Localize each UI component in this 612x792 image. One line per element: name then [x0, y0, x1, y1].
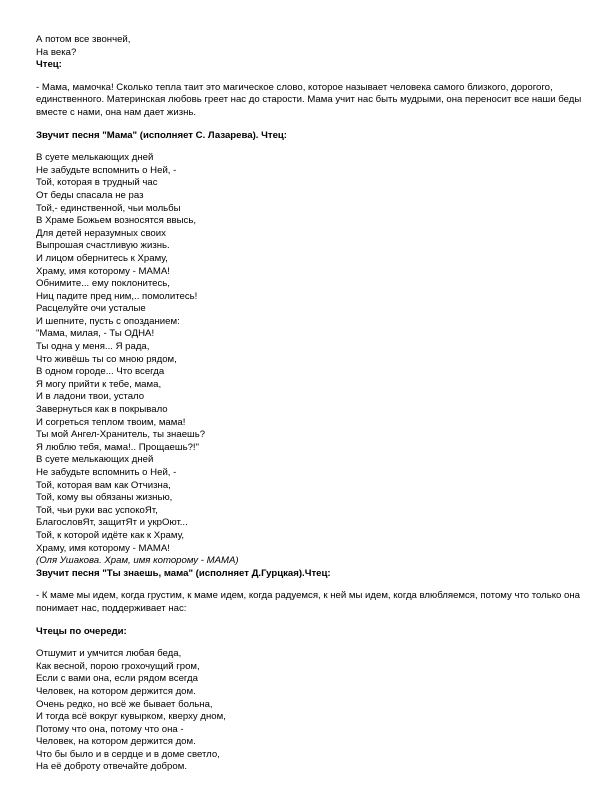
poem-1-line: В суете мелькающих дней — [36, 454, 154, 466]
poem-1-line: Завернуться как в покрывало — [36, 404, 168, 416]
poem-1-line: И в ладони твои, устало — [36, 391, 145, 403]
poem-2-line: Если с вами она, если рядом всегда — [36, 673, 198, 685]
poem-1-line: Расцелуйте очи усталые — [36, 303, 146, 315]
poem-1-line: Обнимите... ему поклонитесь, — [36, 278, 170, 290]
poem-1-line: Ниц падите пред ним,.. помолитесь! — [36, 290, 198, 302]
poem-1-line: Той, кому вы обязаны жизнью, — [36, 492, 173, 504]
poem-1-line: И шепните, пусть с опозданием: — [36, 315, 180, 327]
song-heading-1: Звучит песня "Мама" (исполняет С. Лазарева). Чтец: — [36, 129, 288, 141]
reader-label: Чтец: — [36, 59, 62, 71]
poem-1-line: От беды спасала не раз — [36, 189, 144, 201]
poem-2-line: Человек, на котором держится дом. — [36, 736, 196, 748]
intro-line-2: На века? — [36, 46, 77, 58]
poem-1-line: Храму, имя которому - МАМА! — [36, 542, 170, 554]
intro-line-1: А потом все звончей, — [36, 34, 131, 45]
poem-1-line: Той,- единственной, чьи мольбы — [36, 202, 181, 214]
poem-1-line: БлагословЯт, защитЯт и укрОют... — [36, 517, 188, 529]
poem-2-line: Как весной, порою грохочущий гром, — [36, 660, 200, 672]
poem-1-line: Той, чьи руки вас успокоЯт, — [36, 504, 158, 516]
reader-paragraph: - Мама, мамочка! Сколько тепла таит это магическое слово, которое называет человека самого близкого, дорогого, единственного. Материнская любовь греет нас до старости. Мама учит нас быть мудрыми, она переносит все наши беды вместе с нами, она нам дает жизнь. — [36, 81, 582, 118]
poem-1-line: Я люблю тебя, мама!.. Прощаешь?!" — [36, 441, 199, 453]
poem-1-line: Не забудьте вспомнить о Ней, - — [36, 467, 177, 478]
poem-1-line: Не забудьте вспомнить о Ней, - — [36, 164, 177, 176]
poem-2-line: На её доброту отвечайте добром. — [36, 761, 187, 773]
reader-paragraph-2: - К маме мы идем, когда грустим, к маме идем, когда радуемся, к ней мы идем, когда влюбляемся, потому что только она понимает нас, поддерживает нас: — [36, 590, 581, 614]
poem-1-line: Той, которая в трудный час — [36, 177, 158, 189]
poem-1-line: Ты мой Ангел-Хранитель, ты знаешь? — [36, 429, 206, 441]
poem-1 — [36, 152, 584, 555]
poem-1-line: Храму, имя которому - МАМА! — [36, 265, 170, 277]
poem-2-line: Человек, на котором держится дом. — [36, 685, 196, 697]
poem-1-line: Той, к которой идёте как к Храму, — [36, 529, 185, 541]
poem-2-line: Очень редко, но всё же бывает больна, — [36, 698, 213, 710]
document-page — [36, 34, 584, 774]
poem-2 — [36, 648, 584, 774]
poem-1-line: Для детей неразумных своих — [36, 227, 166, 239]
poem-1-line: В суете мелькающих дней — [36, 152, 154, 164]
readers-heading: Чтецы по очереди: — [36, 625, 127, 637]
poem-2-line: Потому что она, потому что она - — [36, 723, 184, 735]
poem-1-line: "Мама, милая, - Ты ОДНА! — [36, 328, 155, 340]
poem-1-line: Я могу прийти к тебе, мама, — [36, 378, 162, 390]
poem-2-line: И тогда всё вокруг кувырком, кверху дном, — [36, 711, 226, 723]
poem-1-line: В Храме Божьем возносятся ввысь, — [36, 215, 197, 227]
poem-2-line: Отшумит и умчится любая беда, — [36, 648, 182, 660]
poem-1-line: Что живёшь ты со мною рядом, — [36, 353, 177, 365]
poem-1-line: Той, которая вам как Отчизна, — [36, 479, 171, 491]
poem-1-line: Ты одна у меня... Я рада, — [36, 341, 150, 353]
poem-1-line: Выпрошая счастливую жизнь. — [36, 240, 170, 252]
poem-2-line: Что бы было и в сердце и в доме светло, — [36, 748, 220, 760]
poem-1-line: И лицом обернитесь к Храму, — [36, 252, 168, 264]
poem-1-line: И согреться теплом твоим, мама! — [36, 416, 186, 428]
poem-1-line: В одном городе... Что всегда — [36, 366, 165, 378]
poem-source: (Оля Ушакова. Храм, имя которому - МАМА) — [36, 555, 239, 567]
song-heading-2: Звучит песня "Ты знаешь, мама" (исполняет Д.Гурцкая).Чтец: — [36, 567, 331, 579]
